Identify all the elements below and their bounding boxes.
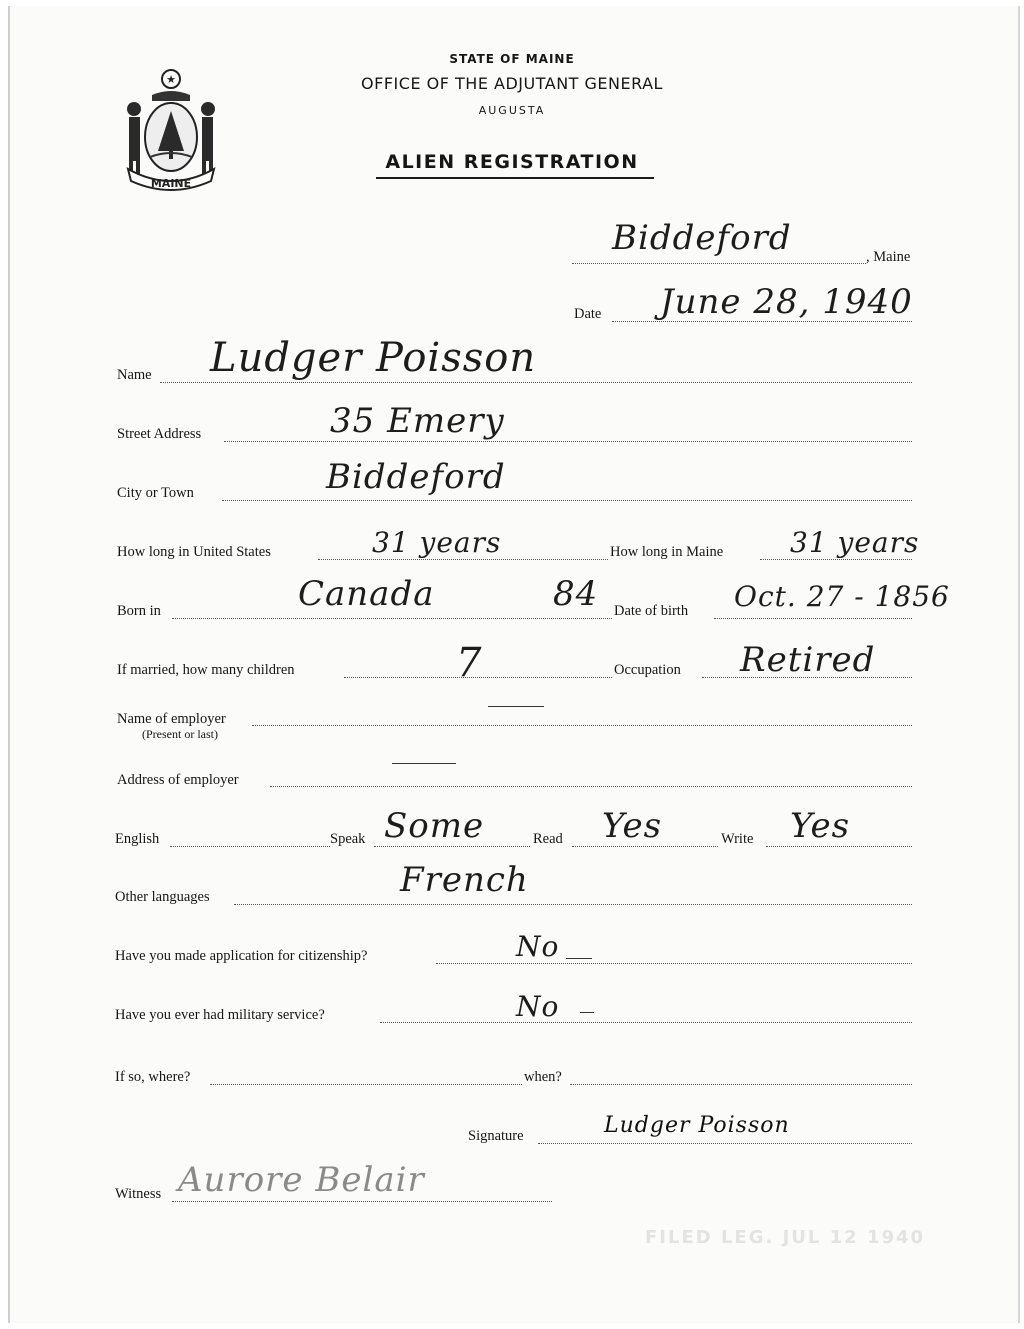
english-label: English: [115, 831, 160, 847]
employer-name-label: Name of employer: [117, 711, 226, 727]
witness-value: Aurore Belair: [178, 1160, 425, 1200]
children-dash: [488, 706, 544, 707]
how-long-maine-line: [760, 559, 912, 560]
employer-dash: [392, 763, 456, 764]
date-of-birth-value: Oct. 27 - 1856: [734, 580, 950, 613]
how-long-us-line: [318, 559, 608, 560]
how-long-maine-label: How long in Maine: [610, 544, 724, 560]
children-value: 7: [456, 640, 483, 686]
city-label: City or Town: [117, 485, 194, 501]
citizenship-line: [436, 963, 912, 964]
speak-value: Some: [384, 806, 485, 846]
military-dash: [580, 1012, 594, 1013]
employer-note: (Present or last): [142, 727, 218, 741]
military-label: Have you ever had military service?: [115, 1007, 325, 1023]
occupation-label: Occupation: [614, 662, 681, 678]
name-label: Name: [117, 367, 152, 383]
write-value: Yes: [790, 806, 851, 846]
how-long-us-value: 31 years: [372, 526, 502, 559]
children-label: If married, how many children: [117, 662, 295, 678]
town-value: Biddeford: [612, 218, 792, 258]
date-label: Date: [574, 306, 602, 322]
military-value: No: [516, 990, 560, 1023]
seal-banner: MAINE: [150, 177, 192, 190]
state-heading: STATE OF MAINE: [449, 52, 575, 66]
born-in-label: Born in: [117, 603, 161, 619]
signature-line: [538, 1143, 912, 1144]
date-of-birth-line: [714, 618, 912, 619]
city-line: [222, 500, 912, 501]
street-line: [224, 441, 912, 442]
citizenship-dash: [566, 958, 592, 959]
write-label: Write: [721, 831, 754, 847]
form-title: ALIEN REGISTRATION: [385, 151, 639, 173]
where-line: [210, 1084, 522, 1085]
born-in-value: Canada: [298, 574, 435, 614]
witness-line: [172, 1201, 552, 1202]
seal-star: ★: [166, 73, 176, 86]
title-underline: [376, 177, 654, 179]
other-languages-line: [234, 904, 912, 905]
born-in-line: [172, 618, 612, 619]
military-line: [380, 1022, 912, 1023]
how-long-us-label: How long in United States: [117, 544, 271, 560]
citizenship-value: No: [516, 930, 560, 963]
when-line: [570, 1084, 912, 1085]
city-value: Biddeford: [326, 457, 506, 497]
date-of-birth-label: Date of birth: [614, 603, 689, 619]
street-value: 35 Emery: [330, 401, 505, 441]
date-value: June 28, 1940: [660, 282, 913, 322]
when-label: when?: [524, 1069, 562, 1085]
city-heading: AUGUSTA: [478, 104, 546, 117]
street-label: Street Address: [117, 426, 202, 442]
read-value: Yes: [602, 806, 663, 846]
signature-value: Ludger Poisson: [604, 1113, 790, 1138]
signature-label: Signature: [468, 1128, 524, 1144]
maine-label: , Maine: [866, 249, 911, 265]
filing-stamp: FILED LEG. JUL 12 1940: [645, 1227, 926, 1248]
read-line: [572, 846, 718, 847]
name-value: Ludger Poisson: [210, 335, 537, 381]
witness-label: Witness: [115, 1186, 162, 1202]
employer-address-label: Address of employer: [117, 772, 239, 788]
speak-line: [374, 846, 530, 847]
other-languages-label: Other languages: [115, 889, 210, 905]
speak-label: Speak: [330, 831, 366, 847]
citizenship-label: Have you made application for citizenship?: [115, 948, 368, 964]
write-line: [766, 846, 912, 847]
how-long-maine-value: 31 years: [790, 526, 920, 559]
employer-address-line: [270, 786, 912, 787]
english-line: [170, 846, 330, 847]
town-line: [572, 263, 866, 264]
read-label: Read: [533, 831, 563, 847]
occupation-value: Retired: [740, 640, 876, 680]
other-languages-value: French: [400, 860, 529, 900]
age-value: 84: [553, 574, 599, 614]
where-label: If so, where?: [115, 1069, 191, 1085]
office-heading: OFFICE OF THE ADJUTANT GENERAL: [361, 74, 663, 93]
employer-name-line: [252, 725, 912, 726]
name-line: [160, 382, 912, 383]
